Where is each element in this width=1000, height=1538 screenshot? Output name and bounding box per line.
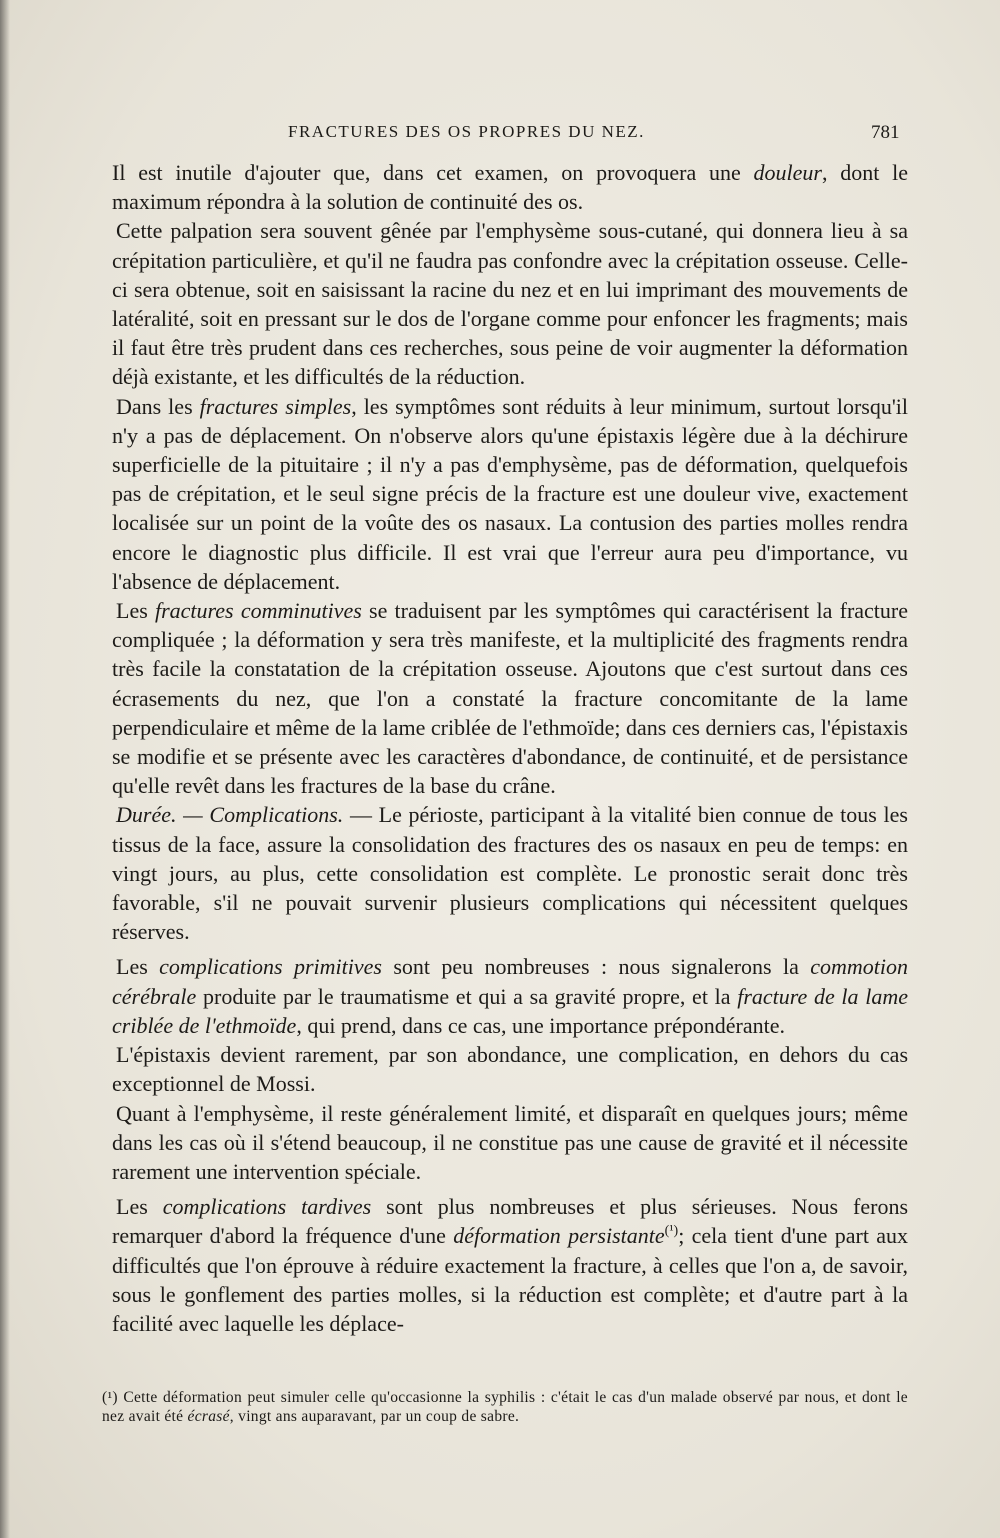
italic-term: écrasé <box>187 1408 230 1425</box>
paragraph-7 <box>112 1040 908 1098</box>
text-run: sont plus nombreuses et plus sérieuses. Nous ferons remarquer d'abord la fréquence d'une <box>112 1194 909 1249</box>
binding-shadow <box>0 0 10 1538</box>
text-run: — Le périoste, participant à la vitalité bien connue de tous les tissus de la face, assure la consolidation des fractures des os nasaux en peu de temps: en vingt jours, au plus, cette consolidation est complète. Le pronostic serait donc très favorable, s'il ne pouvait survenir plusieurs complications qui nécessitent quelques réserves. <box>112 802 908 945</box>
text-run: Les <box>116 954 160 980</box>
italic-term: complications primitives <box>159 954 382 980</box>
italic-term: fracture de la lame criblée de l'ethmoïde <box>112 983 909 1038</box>
body-text <box>112 158 908 1338</box>
text-run: produite par le traumatisme et qui a sa gravité propre, et la <box>196 983 738 1009</box>
page-number: 781 <box>871 122 900 143</box>
footnote <box>102 1388 908 1426</box>
text-run: ; cela tient d'une part aux difficultés que l'on éprouve à réduire exactement la fracture, à celles que l'on a, de savoir, sous le gonflement des parties molles, si la réduction est complète; et d'autre part à la facilité avec laquelle les déplace- <box>112 1223 908 1336</box>
text-run: Cette palpation sera souvent gênée par l'emphysème sous-cutané, qui donnera lieu à sa crépitation particulière, et qu'il ne faudra pas confondre avec la crépitation osseuse. Celle-ci sera obtenue, soit en saisissant la racine du nez et en lui imprimant des mouvements de latéralité, soit en pressant sur le dos de l'organe comme pour enfoncer les fragments; mais il faut être très prudent dans ces recherches, sous peine de voir augmenter la déformation déjà existante, et les difficultés de la réduction. <box>112 218 908 390</box>
text-run: Il est inutile d'ajouter que, dans cet examen, on provoquera une <box>112 160 754 185</box>
text-run: Dans les <box>116 393 200 419</box>
text-run: L'épistaxis devient rarement, par son abondance, une complication, en dehors du cas exceptionnel de Mossi. <box>112 1042 908 1097</box>
paragraph-8 <box>112 1099 908 1187</box>
text-run: , dont le maximum répondra à la solution de continuité des os. <box>112 160 908 215</box>
paragraph-5 <box>112 800 908 946</box>
italic-term: douleur <box>753 160 822 185</box>
running-title: FRACTURES DES OS PROPRES DU NEZ. <box>288 122 645 141</box>
text-run: Les <box>116 1194 163 1220</box>
text-run: Les <box>116 598 155 624</box>
paragraph-4 <box>112 596 908 800</box>
running-head <box>288 122 908 152</box>
paragraph-1 <box>112 158 908 216</box>
footnote-reference: (¹) <box>664 1223 679 1239</box>
paragraph-6 <box>112 952 908 1040</box>
paragraph-2 <box>112 216 908 391</box>
text-run: , qui prend, dans ce cas, une importance prépondérante. <box>296 1012 786 1038</box>
section-heading: Durée. — Complications. <box>116 802 344 828</box>
paragraph-3 <box>112 392 908 596</box>
italic-term: commotion cérébrale <box>112 954 908 1009</box>
text-run: , vingt ans auparavant, par un coup de sabre. <box>229 1408 520 1425</box>
text-run: sont peu nombreuses : nous signalerons la <box>381 954 811 980</box>
italic-term: complications tardives <box>162 1194 372 1220</box>
italic-term: déformation persistante <box>453 1223 665 1249</box>
text-run: Quant à l'emphysème, il reste généralement limité, et disparaît en quelques jours; même dans les cas où il s'étend beaucoup, il ne constitue pas une cause de gravité et il nécessite rarement une intervention spéciale. <box>112 1100 908 1184</box>
paragraph-9 <box>112 1192 908 1338</box>
italic-term: fractures comminutives <box>154 598 362 624</box>
text-run: se traduisent par les symptômes qui caractérisent la fracture compliquée ; la déformation y sera très manifeste, et la multiplicité des fragments rendra très facile la constatation de la crépitation osseuse. Ajoutons que c'est surtout dans ces écrasements du nez, que l'on a constaté la fracture concomitante de la lame perpendiculaire et même de la lame criblée de l'ethmoïde; dans ces derniers cas, l'épistaxis se modifie et se présente avec les caractères d'abondance, de continuité, et de persistance qu'elle revêt dans les fractures de la base du crâne. <box>112 598 909 799</box>
text-run: Cette déformation peut simuler celle qu'occasionne la syphilis : c'était le cas d'un malade observé par nous, et dont le nez avait été <box>102 1389 908 1425</box>
italic-term: fractures simples <box>199 393 352 419</box>
text-run: , les symptômes sont réduits à leur minimum, surtout lorsqu'il n'y a pas de déplacement. On n'observe alors qu'une épistaxis légère due à la déchirure superficielle de la pituitaire ; il n'y a pas d'emphysème, pas de déformation, quelquefois pas de crépitation, et le seul signe précis de la fracture est une douleur vive, exactement localisée sur un point de la voûte des os nasaux. La contusion des parties molles rendra encore le diagnostic plus difficile. Il est vrai que l'erreur aura peu d'importance, vu l'absence de déplacement. <box>112 393 909 594</box>
footnote-mark: (¹) <box>102 1389 118 1406</box>
